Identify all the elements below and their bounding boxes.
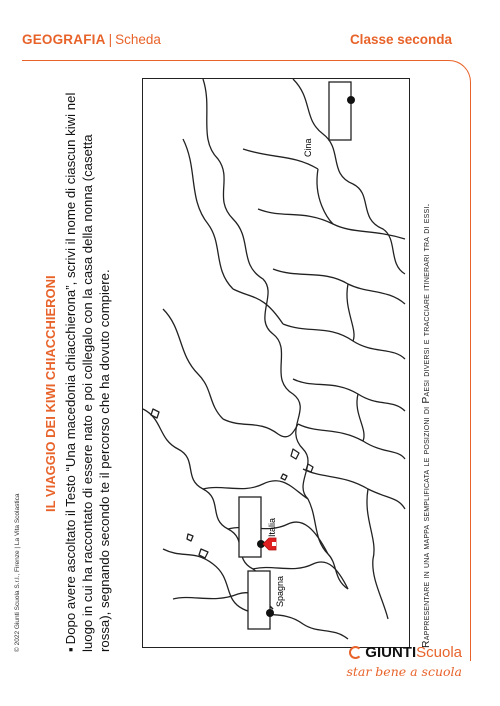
copyright-wrap — [6, 494, 24, 652]
subject-label: GEOGRAFIA — [22, 32, 106, 47]
coastline-north — [203, 79, 308, 499]
grandma-house-icon — [263, 538, 276, 550]
logo-wordmark — [349, 644, 462, 661]
title-wrap — [42, 275, 60, 512]
china-dot — [347, 96, 355, 104]
class-label: Classe seconda — [349, 32, 452, 47]
border-line — [367, 489, 388, 619]
logo-g-icon — [349, 646, 362, 659]
logo-tagline: star bene a scuola — [346, 664, 462, 679]
border-line — [258, 209, 405, 239]
logo-brand-scuola: Scuola — [416, 644, 462, 661]
border-line — [308, 499, 348, 589]
island-shape — [306, 464, 313, 472]
island-shape — [291, 449, 299, 459]
bullet-icon: ▪ — [63, 647, 78, 652]
border-line — [223, 419, 298, 437]
sheet-type-label: Scheda — [115, 32, 161, 47]
logo-brand: GIUNTI — [365, 644, 417, 661]
border-line — [163, 309, 223, 419]
island-shape — [281, 474, 287, 480]
border-line — [203, 481, 308, 499]
border-line — [347, 284, 354, 341]
map-drawing — [143, 79, 408, 646]
worksheet-title: IL VIAGGIO DEI KIWI CHIACCHIERONI — [43, 275, 58, 512]
instruction-text: Dopo avere ascoltato il Testo “Una macedonia chiacchierona”, scrivi il nome di ciascun kiwi nel luogo in cui ha raccontato di essere nato e poi collegalo con la casa della nonna (casetta rossa), segnando secondo te il percorso che ha dovuto compiere. — [63, 92, 113, 652]
italy-answer-box — [239, 497, 261, 557]
spain-dot — [266, 609, 274, 617]
worksheet-caption: Rappresentare in una mappa semplificata le posizioni di Paesi diversi e tracciare itinerari tra di essi. — [421, 203, 432, 648]
border-line — [283, 324, 405, 359]
border-line — [273, 269, 405, 304]
border-line — [317, 169, 333, 224]
border-line — [233, 289, 283, 324]
china-answer-box — [329, 82, 351, 140]
border-line — [357, 394, 364, 441]
border-line — [298, 424, 405, 459]
copyright-text: © 2022 Giunti Scuola S.r.l., Firenze | La Vita Scolastica — [14, 493, 21, 652]
island-shape — [187, 534, 193, 541]
italy-label: Italia — [267, 517, 277, 537]
page-header — [22, 32, 452, 54]
header-separator: | — [108, 32, 113, 47]
china-label: Cina — [303, 138, 313, 157]
border-line — [293, 379, 405, 411]
publisher-logo — [337, 644, 462, 688]
worksheet-instruction — [62, 92, 114, 652]
caption-wrap — [419, 88, 434, 648]
spain-label: Spagna — [275, 575, 285, 607]
border-line — [303, 469, 405, 509]
border-line — [183, 139, 233, 289]
header-subject — [22, 32, 161, 47]
instructions-wrap — [62, 92, 114, 652]
spain-answer-box — [248, 571, 270, 629]
world-map — [142, 78, 410, 648]
